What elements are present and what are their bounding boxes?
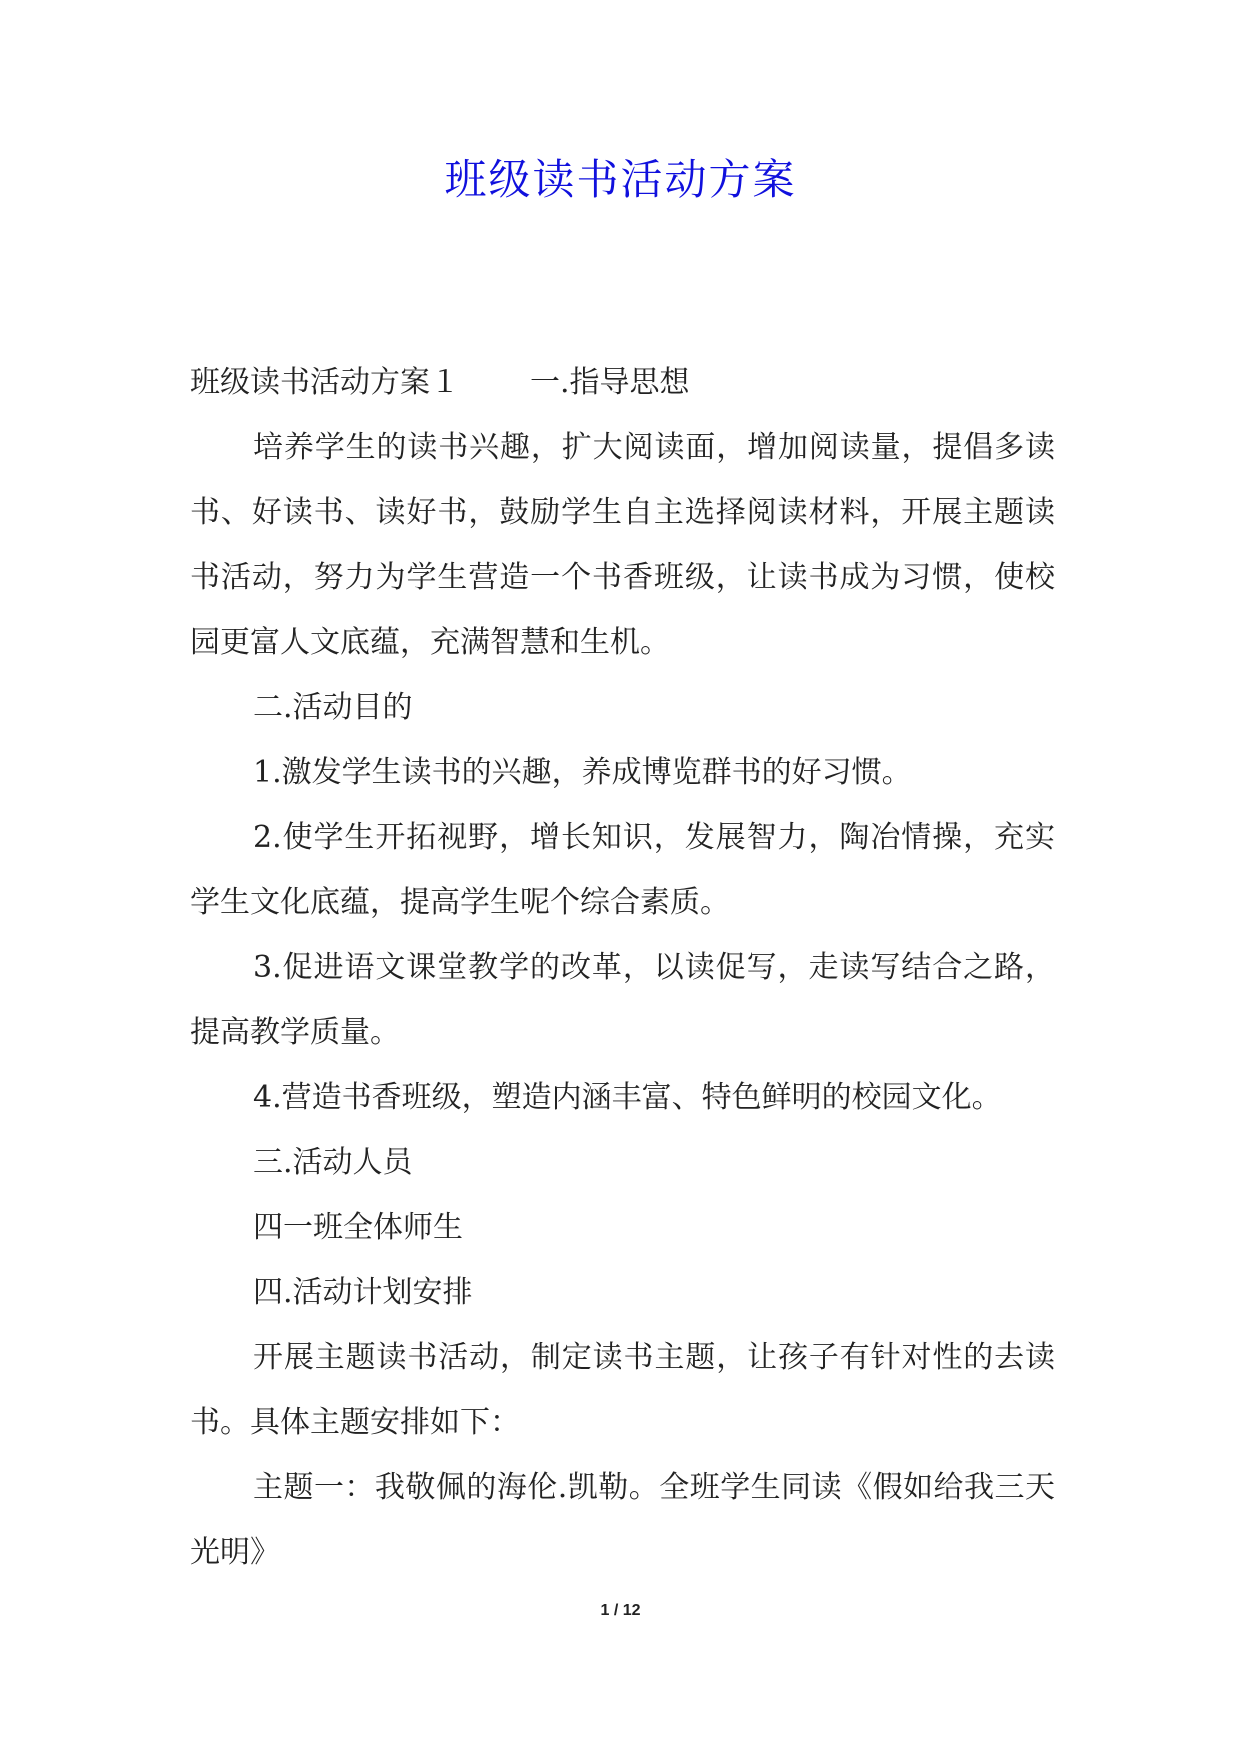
section-heading-guiding-ideology: 一.指导思想 xyxy=(530,365,690,400)
heading-line-lead: 班级读书活动方案１ xyxy=(190,365,460,400)
purpose-item-3: 3.促进语文课堂教学的改革，以读促写，走读写结合之路，提高教学质量。 xyxy=(190,950,1055,1050)
document-body xyxy=(190,350,1055,1585)
document-title: 班级读书活动方案 xyxy=(444,155,797,204)
section-heading-participants: 三.活动人员 xyxy=(253,1145,413,1180)
purpose-item-1: 1.激发学生读书的兴趣，养成博览群书的好习惯。 xyxy=(253,755,912,790)
section-heading-activity-plan: 四.活动计划安排 xyxy=(253,1275,473,1310)
page-number: 1 / 12 xyxy=(600,1602,641,1619)
theme-one: 主题一：我敬佩的海伦.凯勒。全班学生同读《假如给我三天光明》 xyxy=(190,1470,1055,1570)
section-heading-activity-purpose: 二.活动目的 xyxy=(253,690,413,725)
participants-text: 四一班全体师生 xyxy=(253,1210,463,1245)
purpose-item-4: 4.营造书香班级，塑造内涵丰富、特色鲜明的校园文化。 xyxy=(253,1080,1002,1115)
purpose-item-2: 2.使学生开拓视野，增长知识，发展智力，陶冶情操，充实学生文化底蕴，提高学生呢个综合素质。 xyxy=(190,820,1055,920)
paragraph-guiding-ideology: 培养学生的读书兴趣，扩大阅读面，增加阅读量，提倡多读书、好读书、读好书，鼓励学生自主选择阅读材料，开展主题读书活动，努力为学生营造一个书香班级，让读书成为习惯，使校园更富人文底蕴，充满智慧和生机。 xyxy=(190,430,1055,660)
activity-plan-intro: 开展主题读书活动，制定读书主题，让孩子有针对性的去读书。具体主题安排如下： xyxy=(190,1340,1055,1440)
heading-line xyxy=(190,350,1055,415)
